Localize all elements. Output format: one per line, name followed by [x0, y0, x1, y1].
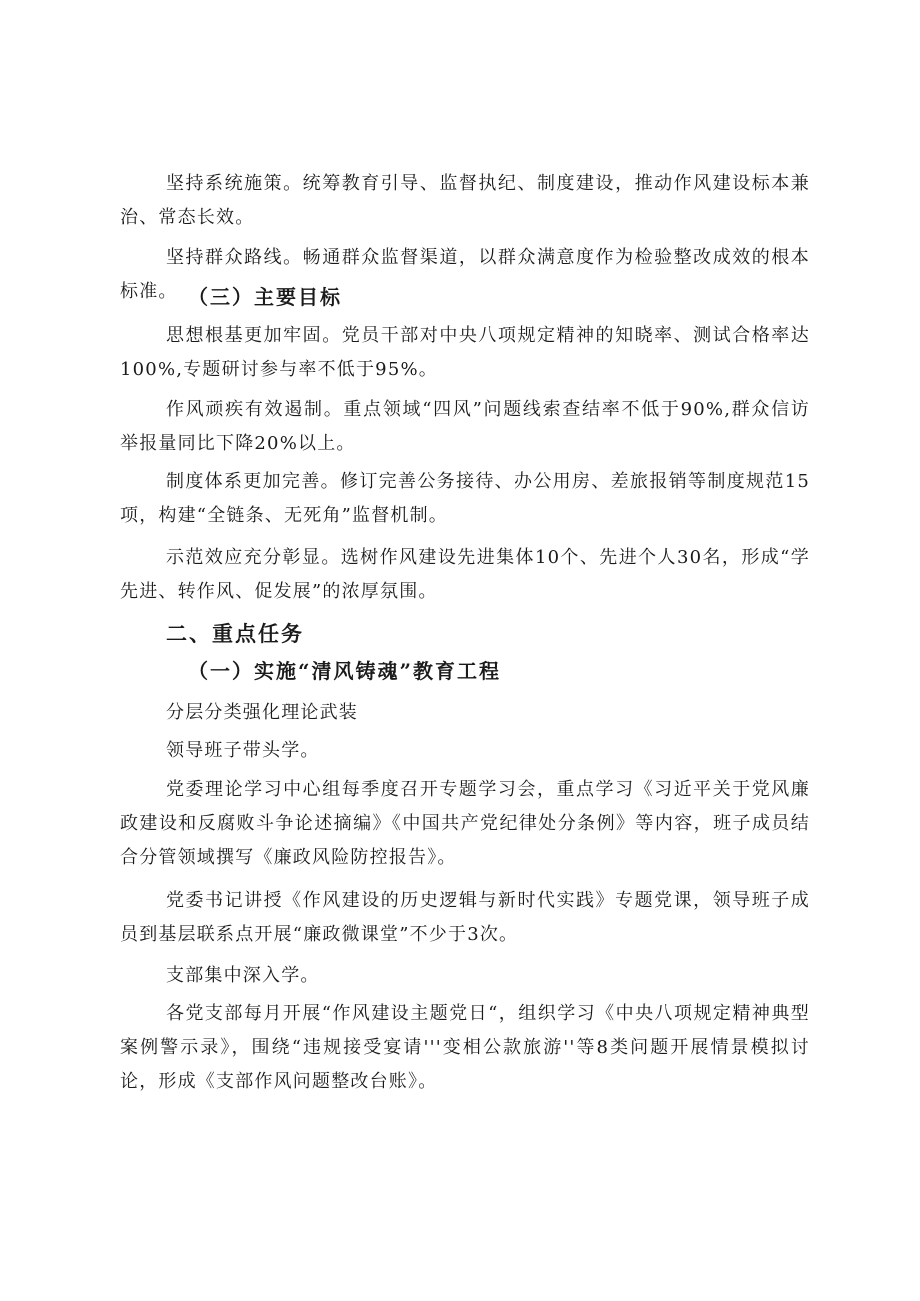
paragraph-goal-system: 制度体系更加完善。修订完善公务接待、办公用房、差旅报销等制度规范15项，构建“全链条、无死角”监督机制。 — [120, 471, 810, 526]
paragraph-mass-line: 坚持群众路线。畅通群众监督渠道，以群众满意度作为检验整改成效的根本标准。 — [120, 247, 810, 302]
line-theory-arming: 分层分类强化理论武装 — [166, 702, 358, 723]
heading-key-tasks: 二、重点任务 — [166, 621, 304, 646]
paragraph-party-lecture: 党委书记讲授《作风建设的历史逻辑与新时代实践》专题党课，领导班子成员到基层联系点开展“廉政微课堂”不少于3次。 — [120, 890, 810, 945]
line-branch-study: 支部集中深入学。 — [166, 965, 320, 986]
paragraph-systematic-measures: 坚持系统施策。统筹教育引导、监督执纪、制度建设，推动作风建设标本兼治、常态长效。 — [120, 173, 810, 228]
paragraph-party-committee-study: 党委理论学习中心组每季度召开专题学习会，重点学习《习近平关于党风廉政建设和反腐败斗争论述摘编》《中国共产党纪律处分条例》等内容，班子成员结合分管领域撰写《廉政风险防控报告》。 — [120, 779, 810, 868]
paragraph-goal-example: 示范效应充分彰显。选树作风建设先进集体10个、先进个人30名，形成“学先进、转作风、促发展”的浓厚氛围。 — [120, 547, 810, 602]
paragraph-goal-ideology: 思想根基更加牢固。党员干部对中央八项规定精神的知晓率、测试合格率达100%,专题研讨参与率不低于95%。 — [120, 325, 810, 380]
heading-main-goals: （三）主要目标 — [188, 285, 342, 309]
paragraph-branch-theme-day: 各党支部每月开展“作风建设主题党日“，组织学习《中央八项规定精神典型案例警示录》，围绕“违规接受宴请'''变相公款旅游''等8类问题开展情景模拟讨论，形成《支部作风问题整改台账》。 — [120, 1003, 810, 1092]
line-leadership-study: 领导班子带头学。 — [166, 740, 320, 761]
paragraph-goal-style: 作风顽疾有效遏制。重点领域“四风”问题线索查结率不低于90%,群众信访举报量同比下降20%以上。 — [120, 399, 810, 454]
heading-task-one: （一）实施“清风铸魂”教育工程 — [188, 659, 502, 683]
